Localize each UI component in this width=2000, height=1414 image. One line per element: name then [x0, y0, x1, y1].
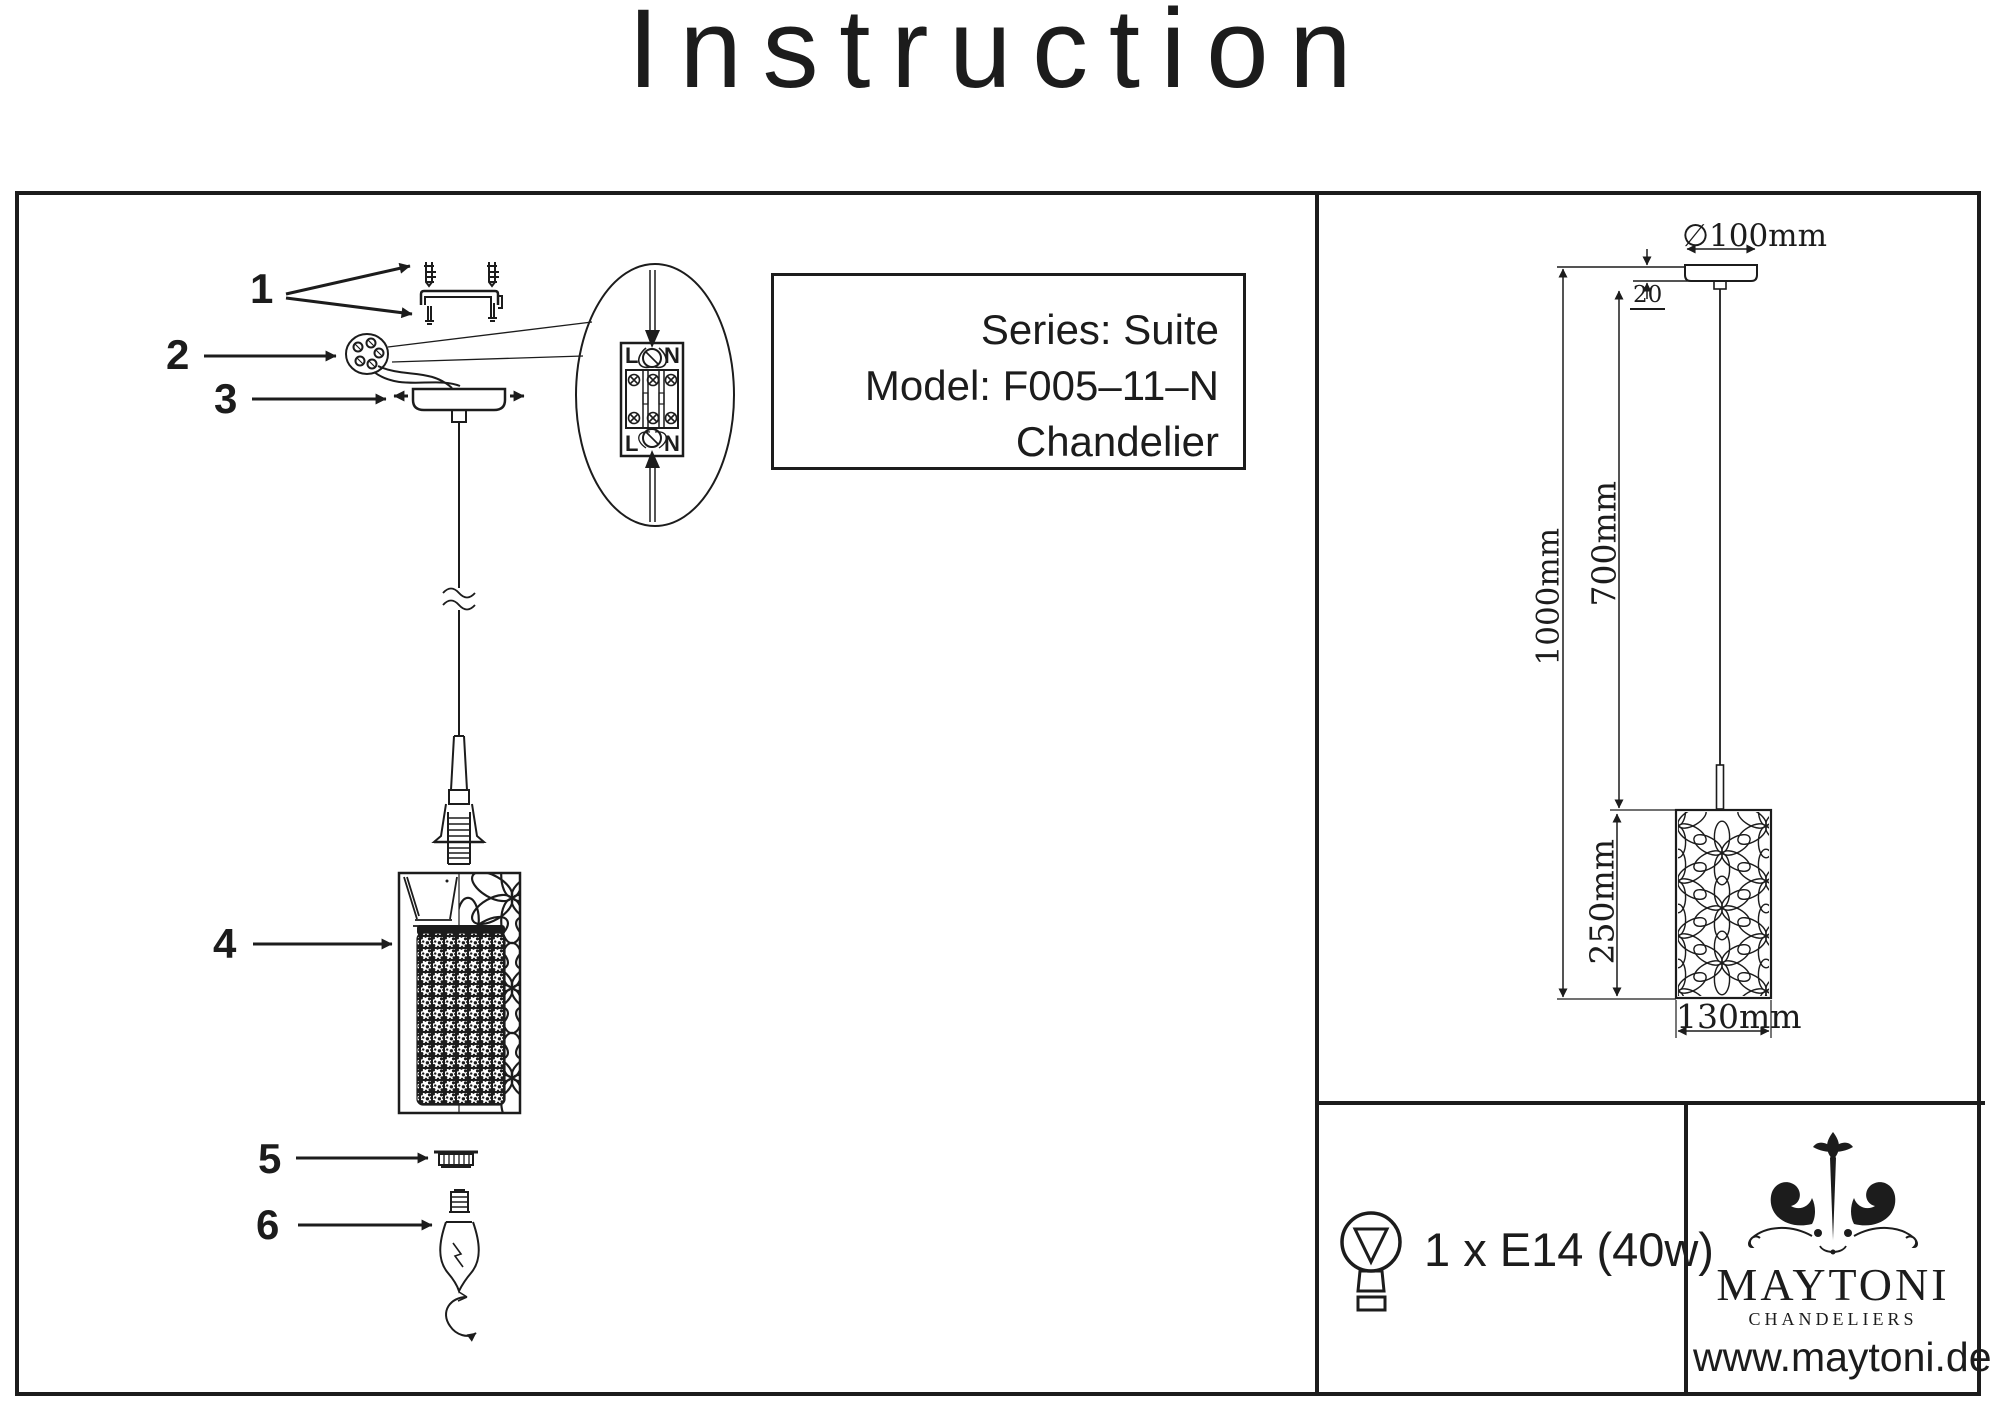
brand-name: MAYTONI — [1716, 1259, 1950, 1310]
terminal-label-l-top: L — [625, 343, 639, 368]
dim-shade-width: 130mm — [1676, 997, 1802, 1036]
part-label-6: 6 — [256, 1201, 280, 1248]
info-series: Series: Suite — [980, 306, 1219, 353]
dim-overall-height: 1000mm — [1530, 527, 1567, 666]
part-label-1: 1 — [250, 265, 274, 312]
dim-canopy-height: 20 — [1630, 284, 1665, 310]
terminal-label-n-top: N — [664, 343, 680, 368]
page-title: Instruction — [627, 0, 1373, 111]
info-product: Chandelier — [1015, 418, 1219, 465]
product-info-box — [771, 273, 1246, 470]
brand-division: CHANDELIERS — [1748, 1309, 1918, 1329]
bulb-spec-text: 1 x E14 (40w) — [1424, 1223, 1714, 1276]
part-label-4: 4 — [213, 920, 237, 967]
right-panel-divider-horizontal — [1317, 1101, 1985, 1105]
panel-divider-vertical — [1315, 191, 1319, 1396]
info-model: Model: F005–11–N — [864, 362, 1219, 409]
dim-cord-length: 700mm — [1584, 480, 1624, 607]
terminal-label-l-bottom: L — [625, 431, 639, 456]
part-label-5: 5 — [258, 1135, 282, 1182]
part-label-3: 3 — [214, 375, 238, 422]
part-label-2: 2 — [166, 331, 190, 378]
terminal-label-n-bottom: N — [664, 431, 680, 456]
brand-website: www.maytoni.de — [1693, 1334, 1992, 1380]
dim-canopy-diameter: ∅100mm — [1682, 218, 1827, 254]
dim-shade-height: 250mm — [1582, 838, 1622, 965]
